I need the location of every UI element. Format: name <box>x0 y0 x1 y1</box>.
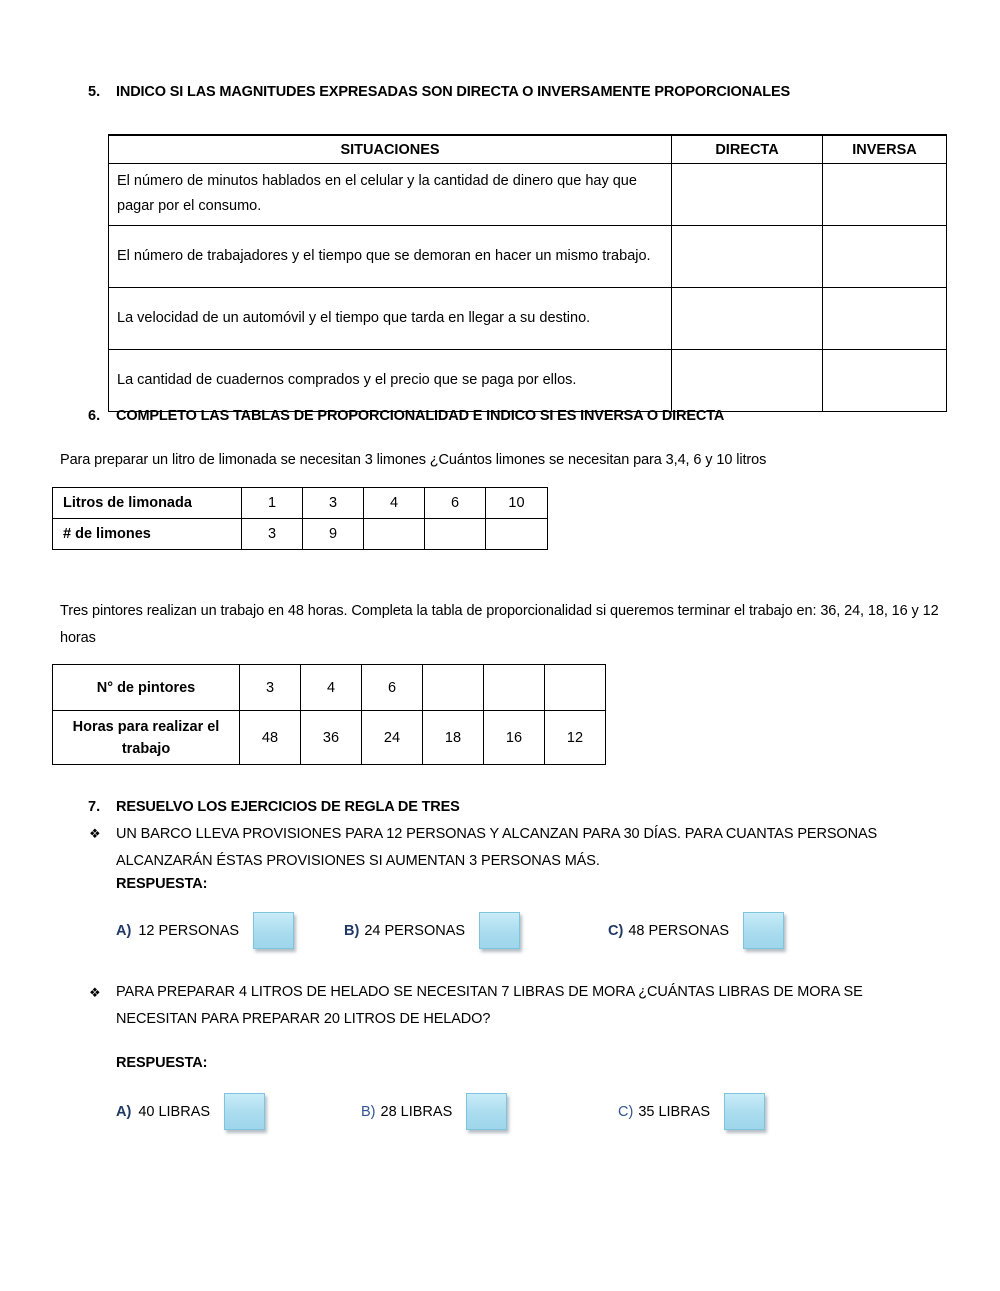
cell-pintores-5[interactable] <box>484 665 545 711</box>
table-row <box>53 711 606 765</box>
row-label-limones: # de limones <box>53 519 242 550</box>
cell-horas-1[interactable]: 48 <box>240 711 301 765</box>
exercise-1-statement: UN BARCO LLEVA PROVISIONES PARA 12 PERSONAS Y ALCANZAN PARA 30 DÍAS. PARA CUANTAS PERSONAS ALCANZARÁN ÉSTAS PROVISIONES SI AUMENTAN 3 PERSONAS MÁS. <box>116 826 878 869</box>
problem-limonada-text: Para preparar un litro de limonada se necesitan 3 limones ¿Cuántos limones se necesitan para 3,4, 6 y 10 litros <box>60 452 767 468</box>
cell-horas-5[interactable]: 16 <box>484 711 545 765</box>
cell-litros-5[interactable]: 10 <box>486 488 548 519</box>
bullet-diamond-icon: ❖ <box>89 826 101 841</box>
answer-checkbox[interactable] <box>253 912 294 949</box>
answer-cell-inversa[interactable] <box>823 164 947 226</box>
column-header-directa: DIRECTA <box>672 135 823 164</box>
table-row <box>109 226 947 288</box>
cell-pintores-2[interactable]: 4 <box>301 665 362 711</box>
column-header-situaciones: SITUACIONES <box>109 135 672 164</box>
cell-pintores-3[interactable]: 6 <box>362 665 423 711</box>
exercise-1-option-a[interactable] <box>116 912 294 949</box>
option-letter: C) <box>618 1103 634 1120</box>
exercise-2-statement: PARA PREPARAR 4 LITROS DE HELADO SE NECESITAN 7 LIBRAS DE MORA ¿CUÁNTAS LIBRAS DE MORA SE NECESITAN PARA PREPARAR 20 LITROS DE HELADO? <box>116 984 863 1027</box>
cell-litros-1[interactable]: 1 <box>242 488 303 519</box>
table-row <box>53 665 606 711</box>
answer-cell-inversa[interactable] <box>823 350 947 412</box>
answer-cell-directa[interactable] <box>672 350 823 412</box>
cell-limones-1[interactable]: 3 <box>242 519 303 550</box>
cell-limones-4[interactable] <box>425 519 486 550</box>
answer-cell-directa[interactable] <box>672 226 823 288</box>
cell-pintores-6[interactable] <box>545 665 606 711</box>
exercise-2-option-c[interactable] <box>618 1093 765 1130</box>
exercise-1-option-b[interactable] <box>344 912 520 949</box>
option-letter: A) <box>116 1103 132 1120</box>
cell-horas-3[interactable]: 24 <box>362 711 423 765</box>
option-letter: B) <box>361 1103 376 1120</box>
option-text: 28 LIBRAS <box>380 1103 453 1120</box>
exercise-2-option-b[interactable] <box>361 1093 507 1130</box>
option-text: 12 PERSONAS <box>138 922 240 939</box>
answer-checkbox[interactable] <box>743 912 784 949</box>
cell-litros-4[interactable]: 6 <box>425 488 486 519</box>
cell-litros-3[interactable]: 4 <box>364 488 425 519</box>
table-header-row <box>109 135 947 164</box>
option-text: 40 LIBRAS <box>138 1103 211 1120</box>
situacion-text: La velocidad de un automóvil y el tiempo que tarda en llegar a su destino. <box>109 288 672 350</box>
cell-limones-5[interactable] <box>486 519 548 550</box>
cell-pintores-1[interactable]: 3 <box>240 665 301 711</box>
cell-pintores-4[interactable] <box>423 665 484 711</box>
cell-horas-6[interactable]: 12 <box>545 711 606 765</box>
answer-cell-inversa[interactable] <box>823 226 947 288</box>
row-label-litros: Litros de limonada <box>53 488 242 519</box>
section-7-heading: RESUELVO LOS EJERCICIOS DE REGLA DE TRES <box>116 799 460 815</box>
section-5-number: 5. <box>88 84 101 100</box>
table-row <box>53 519 548 550</box>
table-row <box>109 164 947 226</box>
exercise-2-respuesta-label: RESPUESTA: <box>116 1055 208 1071</box>
answer-cell-directa[interactable] <box>672 164 823 226</box>
exercise-1-respuesta-label: RESPUESTA: <box>116 876 208 892</box>
answer-checkbox[interactable] <box>479 912 520 949</box>
section-6-number: 6. <box>88 408 101 424</box>
table-row <box>53 488 548 519</box>
situacion-text: La cantidad de cuadernos comprados y el precio que se paga por ellos. <box>109 350 672 412</box>
row-label-pintores: N° de pintores <box>53 665 240 711</box>
row-label-horas: Horas para realizar el trabajo <box>53 711 240 765</box>
answer-checkbox[interactable] <box>466 1093 507 1130</box>
column-header-inversa: INVERSA <box>823 135 947 164</box>
situacion-text: El número de minutos hablados en el celular y la cantidad de dinero que hay que pagar por el consumo. <box>109 164 672 226</box>
answer-checkbox[interactable] <box>724 1093 765 1130</box>
table-pintores <box>52 664 606 765</box>
cell-horas-4[interactable]: 18 <box>423 711 484 765</box>
problem-pintores-text: Tres pintores realizan un trabajo en 48 horas. Completa la tabla de proporcionalidad si queremos terminar el trabajo en: 36, 24, 18, 16 y 12 horas <box>60 603 939 646</box>
option-letter: C) <box>608 922 624 939</box>
table-row <box>109 350 947 412</box>
bullet-diamond-icon: ❖ <box>89 985 101 1000</box>
table-row <box>109 288 947 350</box>
cell-limones-3[interactable] <box>364 519 425 550</box>
answer-checkbox[interactable] <box>224 1093 265 1130</box>
option-text: 48 PERSONAS <box>628 922 730 939</box>
table-limonada <box>52 487 548 550</box>
answer-cell-inversa[interactable] <box>823 288 947 350</box>
exercise-1-option-c[interactable] <box>608 912 784 949</box>
cell-horas-2[interactable]: 36 <box>301 711 362 765</box>
answer-cell-directa[interactable] <box>672 288 823 350</box>
option-letter: B) <box>344 922 360 939</box>
table-situaciones <box>108 134 947 412</box>
situacion-text: El número de trabajadores y el tiempo que se demoran en hacer un mismo trabajo. <box>109 226 672 288</box>
option-letter: A) <box>116 922 132 939</box>
section-7-number: 7. <box>88 799 101 815</box>
section-6-heading: COMPLETO LAS TABLAS DE PROPORCIONALIDAD E INDICO SI ES INVERSA O DIRECTA <box>116 408 725 424</box>
exercise-2-option-a[interactable] <box>116 1093 265 1130</box>
section-5-heading: INDICO SI LAS MAGNITUDES EXPRESADAS SON DIRECTA O INVERSAMENTE PROPORCIONALES <box>116 84 791 100</box>
cell-limones-2[interactable]: 9 <box>303 519 364 550</box>
option-text: 35 LIBRAS <box>638 1103 711 1120</box>
cell-litros-2[interactable]: 3 <box>303 488 364 519</box>
option-text: 24 PERSONAS <box>364 922 466 939</box>
